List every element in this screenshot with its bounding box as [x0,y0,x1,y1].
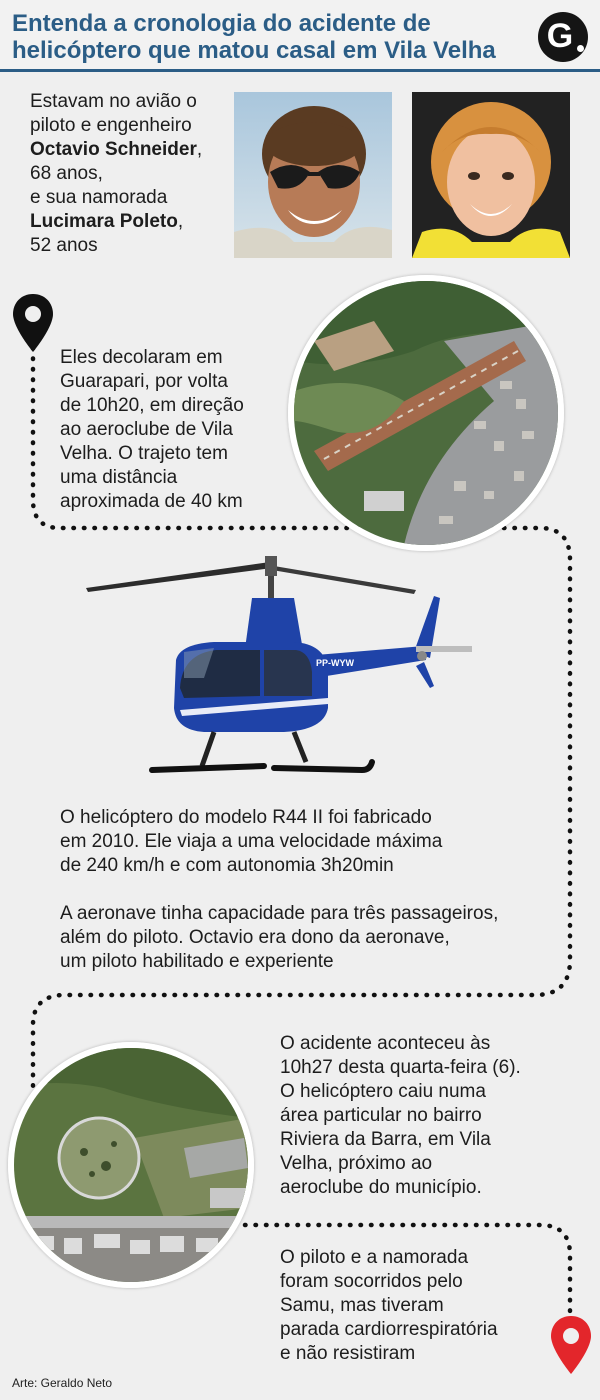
text-line: 10h27 desta quarta-feira (6). [280,1057,521,1078]
start-location-pin-icon [10,292,56,354]
pilot-name: Octavio Schneider [30,139,197,160]
text-line: Samu, mas tiveram [280,1295,444,1316]
punctuation: , [177,211,184,232]
model-text [60,806,540,878]
text-line: aproximada de 40 km [60,491,243,512]
intro-line: Estavam no avião o [30,91,197,112]
art-credit: Arte: Geraldo Neto [12,1376,113,1390]
capacity-text [60,902,555,974]
intro-name-row [30,210,230,234]
accident-text [280,1032,580,1200]
text-line: O piloto e a namorada [280,1247,469,1268]
text-line: em 2010. Ele viaja a uma velocidade máxima [60,831,443,852]
crash-site-aerial-photo [8,1042,254,1288]
rescue-text [280,1246,550,1366]
pilot-age: 68 anos, [30,163,103,184]
text-line: Velha, próximo ao [280,1153,433,1174]
text-line: A aeronave tinha capacidade para três passageiros, [60,903,499,924]
text-line: Guarapari, por volta [60,371,228,392]
text-line: além do piloto. Octavio era dono da aeronave, [60,927,450,948]
text-line: de 240 km/h e com autonomia 3h20min [60,855,394,876]
intro-line: e sua namorada [30,187,168,208]
punctuation: , [196,139,203,160]
text-line: O acidente aconteceu às [280,1033,491,1054]
text-line: parada cardiorrespiratória [280,1319,498,1340]
takeoff-text [60,346,290,514]
intro-name-row [30,138,230,162]
helicopter-registration: PP-WYW [316,658,354,668]
text-line: Eles decolaram em [60,347,223,368]
text-line: de 10h20, em direção [60,395,244,416]
text-line: O helicóptero do modelo R44 II foi fabricado [60,807,432,828]
page-title: Entenda a cronologia do acidente de helicóptero que matou casal em Vila Velha [12,10,496,64]
text-line: ao aeroclube de Vila [60,419,233,440]
text-line: O helicóptero caiu numa [280,1081,486,1102]
text-line: aeroclube do município. [280,1177,482,1198]
girlfriend-age: 52 anos [30,235,98,256]
pilot-photo [234,92,392,258]
girlfriend-name: Lucimara Poleto [30,211,178,232]
end-location-pin-icon [548,1314,594,1376]
girlfriend-photo [412,92,570,258]
logo-letter: G [546,17,574,55]
text-line: uma distância [60,467,178,488]
intro-line: piloto e engenheiro [30,115,192,136]
guarapari-airfield-aerial-photo [288,275,564,551]
text-line: foram socorridos pelo [280,1271,463,1292]
helicopter-r44-illustration [84,548,476,780]
intro-text [30,90,230,258]
text-line: e não resistiram [280,1343,416,1364]
text-line: Riviera da Barra, em Vila [280,1129,491,1150]
text-line: área particular no bairro [280,1105,482,1126]
text-line: um piloto habilitado e experiente [60,951,334,972]
text-line: Velha. O trajeto tem [60,443,228,464]
